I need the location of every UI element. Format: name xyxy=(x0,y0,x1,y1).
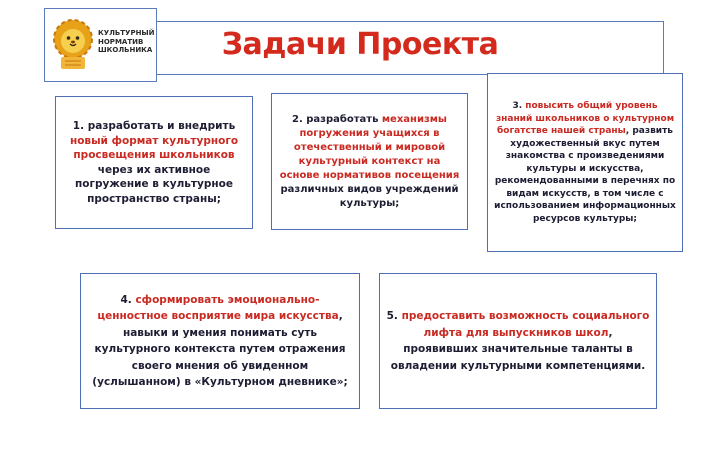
task-text-2: 2. разработать механизмы погружения учащихся в отечественный и мировой культурный контекст на основе нормативов посещения различных видов учреждений культуры; xyxy=(279,113,460,209)
logo-line-3: ШКОЛЬНИКА xyxy=(98,46,153,54)
logo xyxy=(44,8,157,82)
task-card-5 xyxy=(379,273,657,409)
logo-line-1: КУЛЬТУРНЫЙ xyxy=(98,29,155,37)
logo-line-2: НОРМАТИВ xyxy=(98,37,144,46)
task-text-3: 3. повысить общий уровень знаний школьников о культурном богатстве нашей страны, развить художественный вкус путем знакомства с произведениями культуры и искусства, рекомендованными в перечнях по видам искусств, в том числе с использованием информационных ресурсов культуры; xyxy=(494,101,676,224)
task-text-1: 1. разработать и внедрить новый формат культурного просвещения школьников через их активное погружение в культурное пространство страны; xyxy=(69,120,239,205)
logo-text xyxy=(98,29,158,55)
task-card-2 xyxy=(271,93,468,230)
page-title: Задачи Проекта xyxy=(221,27,499,62)
lion-logo-icon xyxy=(51,15,95,75)
task-card-1 xyxy=(55,96,253,229)
task-card-3 xyxy=(487,73,683,252)
task-text-5: 5. предоставить возможность социального лифта для выпускников школ, проявивших значительные таланты в овладении культурными компетенциями. xyxy=(386,310,650,372)
task-card-4 xyxy=(80,273,360,409)
task-text-4: 4. сформировать эмоционально-ценностное восприятие мира искусства, навыки и умения понимать суть культурного контекста путем отражения своего мнения об увиденном (услышанном) в «Культурном дневнике»; xyxy=(92,293,348,388)
